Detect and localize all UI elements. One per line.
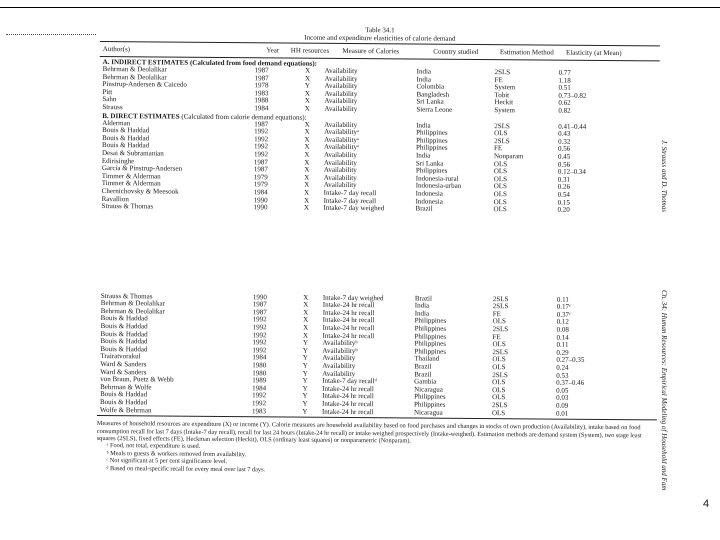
cell-calorie-measure: Intake-7 day recallᵈ: [322, 376, 377, 386]
cell-country: Sierra Leone: [416, 105, 453, 114]
cell-country: Thailand: [414, 354, 440, 364]
footnote: ᵇ Meals to guests & workers removed from availability.: [106, 449, 247, 458]
cell-method: OLS: [493, 167, 508, 176]
cell-country: Indonesia-urban: [415, 181, 462, 191]
cell-calorie-measure: Availability: [323, 181, 357, 190]
cell-hh-resources: X: [303, 293, 309, 302]
cell-method: 2SLS: [492, 294, 509, 303]
cell-year: 1992: [252, 315, 267, 324]
cell-author: Chernichovsky & Meesook: [101, 186, 179, 196]
cell-year: 1987: [254, 119, 269, 128]
cell-country: India: [416, 75, 431, 84]
cell-elasticity: 0.12–0.34: [557, 167, 586, 176]
cell-year: 1992: [252, 338, 267, 347]
cell-year: 1988: [254, 96, 269, 105]
cell-elasticity: 0.08: [556, 325, 569, 334]
section-a-title: A. INDIRECT ESTIMATES (Calculated from food demand equations):: [102, 58, 318, 68]
cell-calorie-measure: Availabilityᵇ: [322, 346, 358, 355]
cell-hh-resources: X: [304, 89, 311, 98]
cell-author: Bouis & Haddad: [102, 133, 150, 143]
cell-country: Gambia: [414, 377, 437, 386]
notes-text: Measures of household resources are expenditure (X) or income (Y). Calorie measures are household availability based on food purchases and changes in stocks of own production (Availability), intake based on food consumption recall for last 7 days (Intake-7 day recall), recall for last 24 hours (Intake-24 hr recall) or intake weighed prospectively (Intake-weighed). Estimation methods are demand system (System), two stage least squares (2SLS), fixed effects (FE), Heckman selection (Heckit), OLS (ordinary least squares) or nonparametric (Nonparam).: [96, 420, 642, 445]
cell-calorie-measure: Availabilityᵇ: [322, 339, 358, 348]
cell-year: 1992: [254, 134, 269, 144]
cell-year: 1992: [254, 142, 269, 151]
cell-calorie-measure: Intake-7 day recall: [323, 188, 377, 198]
cell-calorie-measure: Intake-24 hr recall: [322, 331, 375, 340]
cell-author: Bouis & Haddad: [100, 322, 148, 331]
cell-elasticity: 0.37–0.46: [556, 378, 585, 388]
header-hh: HH resources: [290, 46, 330, 55]
cell-country: Nicaragua: [413, 408, 443, 417]
cell-elasticity: 0.53: [556, 371, 569, 380]
cell-hh-resources: X: [304, 127, 310, 136]
cell-elasticity: 0.29: [556, 348, 569, 357]
cell-calorie-measure: Intake-7 day weighed: [322, 293, 384, 302]
cell-elasticity: 0.14: [556, 333, 569, 342]
cell-author: Bouis & Haddad: [99, 398, 148, 407]
cell-country: India: [414, 301, 430, 310]
section-b-title: B. DIRECT ESTIMATES (Calculated from calorie demand equations):: [102, 111, 307, 122]
cell-method: OLS: [493, 190, 507, 199]
cell-author: Bouis & Haddad: [102, 141, 150, 150]
cell-country: Bangladesh: [416, 90, 450, 99]
cell-elasticity: 0.51: [558, 83, 571, 92]
cell-calorie-measure: Availabilityᵃ: [324, 127, 360, 137]
cell-author: Trairatvorakul: [100, 352, 141, 361]
cell-calorie-measure: Intake-24 hr recall: [322, 392, 374, 401]
cell-author: Alderman: [102, 118, 131, 127]
cell-elasticity: 0.45: [557, 152, 571, 161]
cell-hh-resources: Y: [302, 354, 308, 363]
footnote: ᵃ Food, not total, expenditure is used.: [106, 442, 201, 451]
cell-country: Sri Lanka: [416, 97, 444, 107]
cell-elasticity: 0.11: [556, 295, 569, 304]
cell-hh-resources: Y: [302, 376, 308, 385]
cell-year: 1992: [252, 330, 267, 339]
cell-author: Strauss: [102, 102, 123, 112]
cell-calorie-measure: Intake-24 hr recall: [322, 308, 375, 318]
cell-calorie-measure: Availability: [324, 104, 358, 113]
header-country: Country studied: [433, 47, 479, 56]
cell-method: OLS: [491, 408, 506, 417]
cell-method: OLS: [493, 205, 507, 214]
cell-country: Nicaragua: [414, 385, 443, 394]
cell-year: 1984: [254, 104, 269, 113]
cell-elasticity: 0.56: [557, 160, 571, 169]
cell-calorie-measure: Availability: [322, 361, 356, 371]
cell-method: OLS: [493, 197, 507, 206]
cell-year: 1992: [252, 323, 267, 332]
cell-hh-resources: X: [304, 173, 310, 182]
cell-country: India: [414, 309, 430, 318]
cell-country: Philippines: [415, 166, 448, 175]
cell-year: 1992: [252, 391, 267, 400]
cell-method: FE: [494, 144, 503, 153]
cell-elasticity: 0.09: [555, 401, 569, 410]
cell-elasticity: 0.03: [556, 393, 569, 403]
cell-country: Philippines: [414, 316, 447, 326]
cell-country: Philippines: [416, 128, 448, 137]
cell-year: 1990: [253, 195, 268, 204]
cell-calorie-measure: Availability: [323, 165, 357, 175]
cell-elasticity: 0.15: [557, 198, 570, 207]
cell-hh-resources: X: [303, 316, 309, 325]
cell-elasticity: 0.12: [556, 318, 569, 327]
cell-method: Nonparam: [493, 152, 524, 161]
cell-method: 2SLS: [492, 325, 509, 334]
cell-country: India: [416, 67, 432, 76]
cell-elasticity: 0.32: [558, 137, 571, 146]
cell-author: Behrman & Deolalikar: [102, 72, 167, 82]
cell-calorie-measure: Availabilityᵃ: [324, 143, 359, 152]
cell-author: Behrman & Deolalikar: [100, 306, 165, 316]
cell-hh-resources: X: [304, 135, 310, 144]
cell-year: 1980: [252, 361, 267, 370]
cell-calorie-measure: Availability: [324, 81, 358, 91]
cell-elasticity: 0.26: [557, 182, 571, 192]
cell-year: 1992: [253, 150, 269, 159]
cell-year: 1978: [254, 81, 269, 90]
cell-country: Sri Lanka: [415, 159, 444, 168]
cell-year: 1989: [252, 376, 267, 385]
cell-author: Pitt: [102, 87, 113, 96]
cell-elasticity: 0.01: [555, 409, 569, 418]
cell-year: 1983: [251, 406, 266, 415]
blank-gap: [98, 211, 659, 297]
cell-elasticity: 0.62: [558, 98, 571, 108]
cell-author: von Braun, Puetz & Webb: [100, 375, 174, 384]
cell-method: 2SLS: [491, 401, 508, 410]
cell-hh-resources: X: [304, 150, 310, 159]
cell-author: Strauss & Thomas: [100, 291, 153, 301]
cell-year: 1984: [252, 384, 267, 393]
cell-method: OLS: [492, 363, 506, 372]
cell-author: Edirisinghe: [101, 156, 135, 165]
cell-author: Ravallion: [101, 194, 129, 203]
cell-method: 2SLS: [494, 136, 510, 145]
cell-author: Wolfe & Behrman: [99, 405, 152, 415]
cell-author: Ward & Sanders: [100, 367, 147, 376]
cell-method: FE: [494, 75, 503, 84]
page-number: 4: [703, 498, 710, 510]
cell-elasticity: 0.11: [556, 340, 569, 349]
cell-method: OLS: [493, 174, 508, 183]
cell-year: 1992: [251, 399, 267, 408]
cell-calorie-measure: Availabilityᵃ: [324, 135, 359, 144]
cell-hh-resources: Y: [302, 392, 308, 401]
cell-hh-resources: X: [304, 158, 310, 167]
cell-hh-resources: Y: [304, 81, 311, 90]
cell-elasticity: 0.82: [558, 106, 571, 115]
cell-calorie-measure: Availability: [322, 369, 356, 378]
scanned-page: [96, 24, 660, 476]
cell-elasticity: 0.56: [558, 144, 571, 154]
running-head-authors: J. Strauss and D. Thomas: [660, 140, 668, 212]
cell-author: Bouis & Haddad: [100, 329, 148, 339]
running-head-chapter: Ch. 34: Human Resources: Empirical Modeling of Household and Fam: [660, 290, 668, 491]
cell-calorie-measure: Availability: [324, 120, 358, 129]
cell-calorie-measure: Availability: [323, 150, 357, 159]
cell-method: System: [494, 83, 516, 92]
cell-hh-resources: X: [304, 203, 310, 212]
cell-year: 1983: [254, 88, 269, 98]
cell-elasticity: 0.73–0.82: [558, 91, 587, 100]
cell-year: 1987: [253, 165, 268, 174]
cell-method: OLS: [492, 355, 506, 364]
cell-elasticity: 0.41–0.44: [558, 122, 587, 131]
cell-method: 2SLS: [492, 347, 509, 357]
cell-author: Behrman & Deolalikar: [102, 65, 167, 74]
cell-elasticity: 0.37ᶜ: [556, 310, 571, 319]
cell-country: Brazil: [414, 370, 432, 379]
cell-elasticity: 0.17ᶜ: [556, 302, 571, 311]
cell-country: Philippines: [414, 332, 447, 341]
cell-hh-resources: X: [305, 66, 311, 75]
cell-author: Bouis & Haddad: [100, 337, 148, 346]
cell-hh-resources: X: [304, 120, 310, 129]
cell-method: 2SLS: [494, 121, 510, 130]
cell-year: 1987: [254, 66, 269, 75]
cell-year: 1990: [252, 292, 267, 302]
cell-country: Indonesia: [415, 196, 443, 206]
cell-author: Bouis & Haddad: [100, 314, 148, 323]
cell-country: Colombia: [416, 82, 445, 91]
cell-calorie-measure: Intake-24 hr recall: [322, 301, 375, 310]
cell-hh-resources: X: [305, 74, 311, 83]
cell-country: Philippines: [413, 400, 446, 409]
header-year: Year: [266, 46, 280, 55]
footnote: ᶜ Not significant at 5 per cent significance level.: [106, 457, 228, 466]
cell-elasticity: 0.27–0.35: [556, 356, 585, 365]
cell-country: India: [415, 151, 431, 160]
cell-hh-resources: Y: [302, 369, 308, 378]
header-elasticity: Elasticity (at Mean): [565, 48, 622, 58]
cell-author: Strauss & Thomas: [101, 202, 154, 211]
header-authors: Author(s): [102, 45, 131, 54]
cell-country: Philippines: [414, 339, 447, 348]
table-caption: Income and expenditure elasticities of calorie demand: [304, 33, 456, 43]
cell-calorie-measure: Availability: [324, 89, 358, 98]
cell-author: Bouis & Haddad: [100, 390, 148, 399]
cell-year: 1987: [252, 300, 267, 309]
cell-year: 1987: [253, 157, 268, 166]
cell-hh-resources: X: [304, 96, 310, 106]
cell-elasticity: 0.05: [556, 386, 569, 395]
cell-author: Bouis & Haddad: [102, 126, 150, 135]
cell-country: Philippines: [414, 347, 446, 356]
cell-hh-resources: Y: [302, 407, 308, 416]
cell-hh-resources: Y: [302, 346, 309, 355]
cell-hh-resources: X: [304, 196, 310, 205]
cell-author: Garcia & Pinstrup-Andersen: [101, 164, 182, 173]
section-a-rows: [99, 66, 659, 116]
cell-elasticity: 0.31: [557, 175, 571, 184]
cell-method: OLS: [493, 182, 508, 191]
cell-year: 1987: [252, 308, 267, 317]
cell-elasticity: 0.43: [558, 129, 571, 138]
cell-author: Behrman & Deolalikar: [100, 299, 165, 308]
cell-author: Timmer & Alderman: [101, 171, 161, 181]
cell-calorie-measure: Intake-24 hr recall: [321, 399, 374, 409]
cell-year: 1987: [254, 73, 269, 82]
cell-method: 2SLS: [492, 370, 508, 379]
cell-hh-resources: X: [302, 331, 309, 340]
cell-year: 1990: [253, 203, 268, 212]
top-rule: [0, 7, 720, 8]
cell-year: 1979: [253, 180, 268, 189]
table-number: Table 34.1: [365, 26, 395, 35]
cell-country: India: [416, 121, 431, 130]
cell-calorie-measure: Intake-7 day weighed: [323, 203, 385, 213]
cell-country: Brazil: [415, 204, 433, 213]
section-b-rows: [99, 120, 660, 216]
cell-country: Indonesia: [415, 189, 443, 198]
cell-elasticity: 0.77: [558, 68, 571, 77]
cell-author: Desai & Subramanian: [101, 148, 164, 158]
cell-hh-resources: Y: [302, 399, 308, 408]
cell-year: 1979: [253, 172, 268, 182]
cell-calorie-measure: Availability: [322, 354, 356, 363]
cell-hh-resources: X: [303, 300, 309, 309]
cell-calorie-measure: Intake-7 day recall: [323, 196, 377, 205]
cell-calorie-measure: Availability: [323, 158, 357, 167]
cell-calorie-measure: Availability: [324, 74, 358, 83]
cell-hh-resources: X: [303, 323, 309, 332]
cell-country: Philippines: [414, 324, 447, 333]
header-method: Estimation Method: [499, 48, 554, 57]
cell-calorie-measure: Availability: [324, 97, 358, 106]
cell-hh-resources: X: [304, 165, 310, 174]
cell-hh-resources: X: [304, 180, 310, 189]
cell-method: OLS: [492, 317, 506, 326]
cell-hh-resources: X: [303, 308, 309, 317]
cell-method: System: [494, 106, 515, 115]
cell-hh-resources: X: [304, 188, 310, 197]
cell-hh-resources: X: [304, 142, 310, 151]
cell-method: OLS: [492, 340, 506, 349]
cell-author: Sahn: [102, 95, 117, 104]
header-measure: Measure of Calories: [342, 46, 400, 56]
cell-year: 1980: [252, 368, 267, 377]
cell-method: 2SLS: [494, 68, 511, 77]
cell-method: OLS: [494, 129, 508, 138]
cell-author: Ward & Sanders: [100, 360, 147, 369]
section-b-continued-rows: [97, 293, 658, 419]
cell-year: 1992: [252, 346, 267, 355]
cell-author: Behrman & Wolfe: [100, 382, 152, 392]
cell-year: 1992: [254, 127, 269, 136]
cell-calorie-measure: Intake-24 hr recall: [321, 407, 374, 416]
cell-author: Pinstrup-Andersen & Caicedo: [102, 80, 187, 89]
cell-hh-resources: Y: [302, 384, 308, 393]
cell-country: Brazil: [414, 294, 432, 303]
cell-country: Philippines: [416, 143, 448, 153]
cell-country: Indonesia-rural: [415, 174, 459, 183]
cell-calorie-measure: Intake-24 hr recall: [322, 384, 374, 393]
table-notes: [96, 420, 656, 476]
cell-method: OLS: [492, 393, 506, 402]
cell-calorie-measure: Availability: [324, 66, 358, 76]
cell-method: 2SLS: [492, 302, 509, 311]
cell-elasticity: 0.20: [557, 205, 570, 214]
cell-elasticity: 0.54: [557, 190, 570, 199]
cell-elasticity: 1.18: [558, 76, 571, 85]
cell-method: Heckit: [494, 98, 514, 107]
cell-hh-resources: Y: [302, 338, 309, 347]
cell-elasticity: 0.24: [556, 363, 569, 372]
cell-calorie-measure: Intake-24 hr recall: [322, 316, 375, 325]
cell-method: OLS: [492, 385, 506, 395]
cell-hh-resources: X: [304, 104, 310, 113]
cell-country: Philippines: [416, 136, 448, 145]
footnote: ᵈ Based on meal-specific recall for every meal over last 7 days.: [106, 464, 266, 473]
cell-method: Tobit: [494, 90, 510, 99]
cell-hh-resources: Y: [302, 361, 308, 370]
cell-country: Brazil: [414, 362, 432, 371]
cell-method: OLS: [493, 159, 508, 168]
cell-calorie-measure: Availability: [323, 173, 357, 182]
cell-method: OLS: [492, 378, 506, 387]
cell-calorie-measure: Intake-24 hr recall: [322, 323, 375, 333]
cell-method: FE: [492, 309, 501, 319]
cell-author: Bouis & Haddad: [100, 344, 148, 354]
cell-country: Philippines: [414, 392, 446, 402]
cell-year: 1984: [253, 188, 268, 197]
dotted-rule: [6, 34, 96, 35]
cell-author: Timmer & Alderman: [101, 179, 161, 188]
cell-method: FE: [492, 332, 501, 341]
cell-year: 1984: [252, 353, 267, 362]
